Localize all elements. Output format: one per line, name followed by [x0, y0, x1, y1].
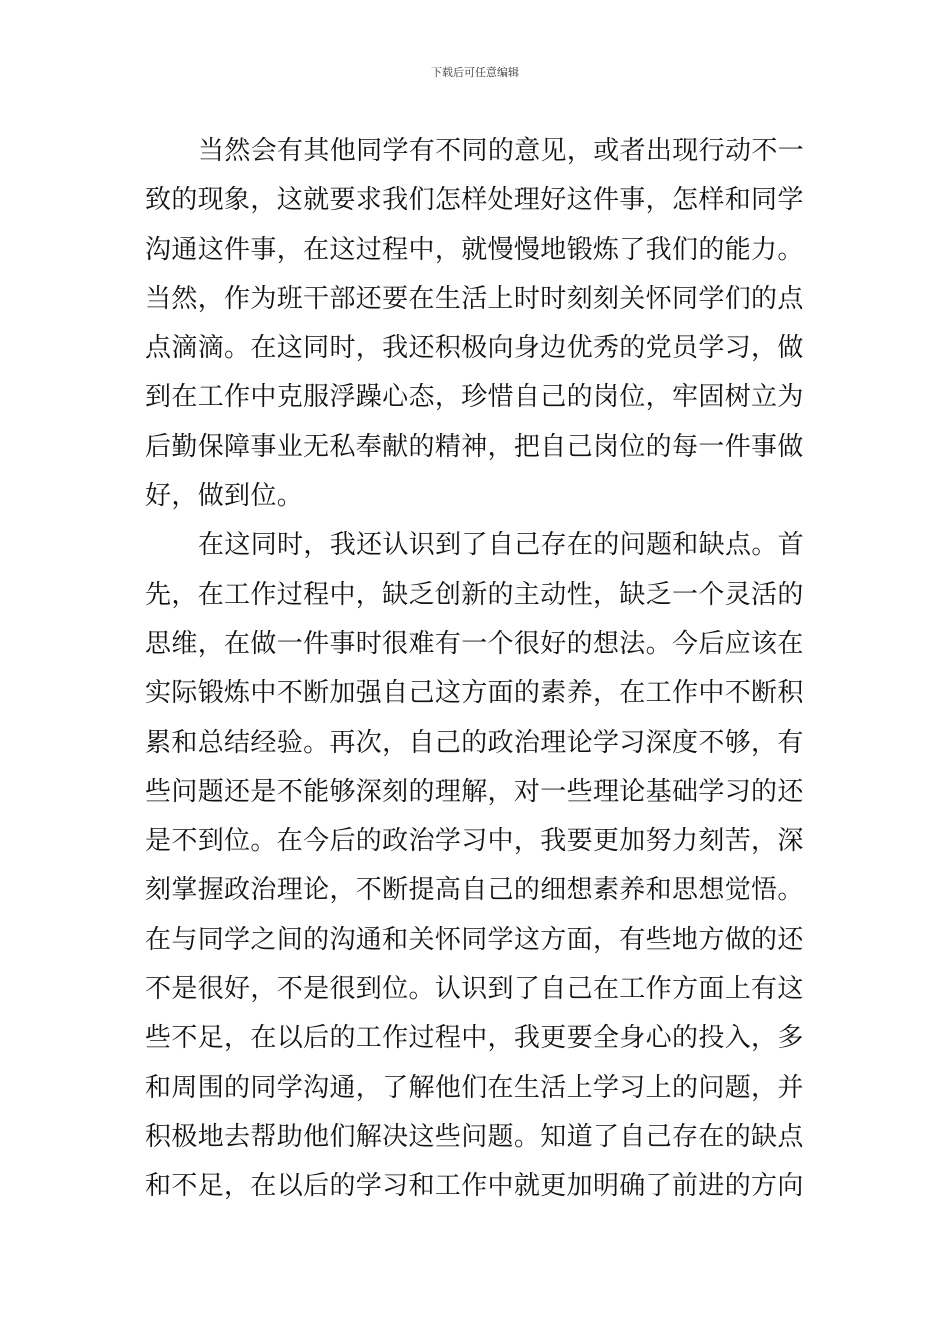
text-line: 致的现象，这就要求我们怎样处理好这件事，怎样和同学: [145, 185, 804, 216]
text-line: 些问题还是不能够深刻的理解，对一些理论基础学习的还: [145, 776, 804, 807]
text-line: 刻掌握政治理论，不断提高自己的细想素养和思想觉悟。: [145, 875, 804, 906]
text-line: 点滴滴。在这同时，我还积极向身边优秀的党员学习，做: [145, 333, 804, 364]
text-line: 和不足，在以后的学习和工作中就更加明确了前进的方向: [145, 1171, 804, 1202]
text-line: 当然会有其他同学有不同的意见，或者出现行动不一: [198, 136, 805, 166]
text-line: 实际锻炼中不断加强自己这方面的素养，在工作中不断积: [145, 678, 804, 709]
text-line: 累和总结经验。再次，自己的政治理论学习深度不够，有: [145, 727, 804, 758]
text-line: 是不到位。在今后的政治学习中，我要更加努力刻苦，深: [145, 826, 804, 857]
page-header: 下载后可任意编辑: [431, 66, 519, 79]
text-line: 思维，在做一件事时很难有一个很好的想法。今后应该在: [145, 628, 804, 659]
text-line: 到在工作中克服浮躁心态，珍惜自己的岗位，牢固树立为: [145, 382, 804, 413]
text-line: 不是很好，不是很到位。认识到了自己在工作方面上有这: [145, 974, 804, 1005]
text-line: 当然，作为班干部还要在生活上时时刻刻关怀同学们的点: [145, 283, 804, 314]
text-line: 在与同学之间的沟通和关怀同学这方面，有些地方做的还: [145, 924, 804, 955]
text-line: 些不足，在以后的工作过程中，我更要全身心的投入，多: [145, 1023, 804, 1054]
paragraph: [145, 127, 807, 521]
text-line: 在这同时，我还认识到了自己存在的问题和缺点。首: [198, 530, 805, 561]
text-line: 沟通这件事，在这过程中，就慢慢地锻炼了我们的能力。: [145, 234, 804, 265]
text-line: 和周围的同学沟通，了解他们在生活上学习上的问题，并: [145, 1072, 804, 1103]
text-line: 好，做到位。: [145, 481, 304, 512]
text-line: 积极地去帮助他们解决这些问题。知道了自己存在的缺点: [145, 1121, 804, 1152]
text-line: 先，在工作过程中，缺乏创新的主动性，缺乏一个灵活的: [145, 579, 804, 610]
text-line: 后勤保障事业无私奉献的精神，把自己岗位的每一件事做: [145, 431, 804, 462]
document-body: [145, 127, 807, 1212]
paragraph: [145, 521, 807, 1211]
